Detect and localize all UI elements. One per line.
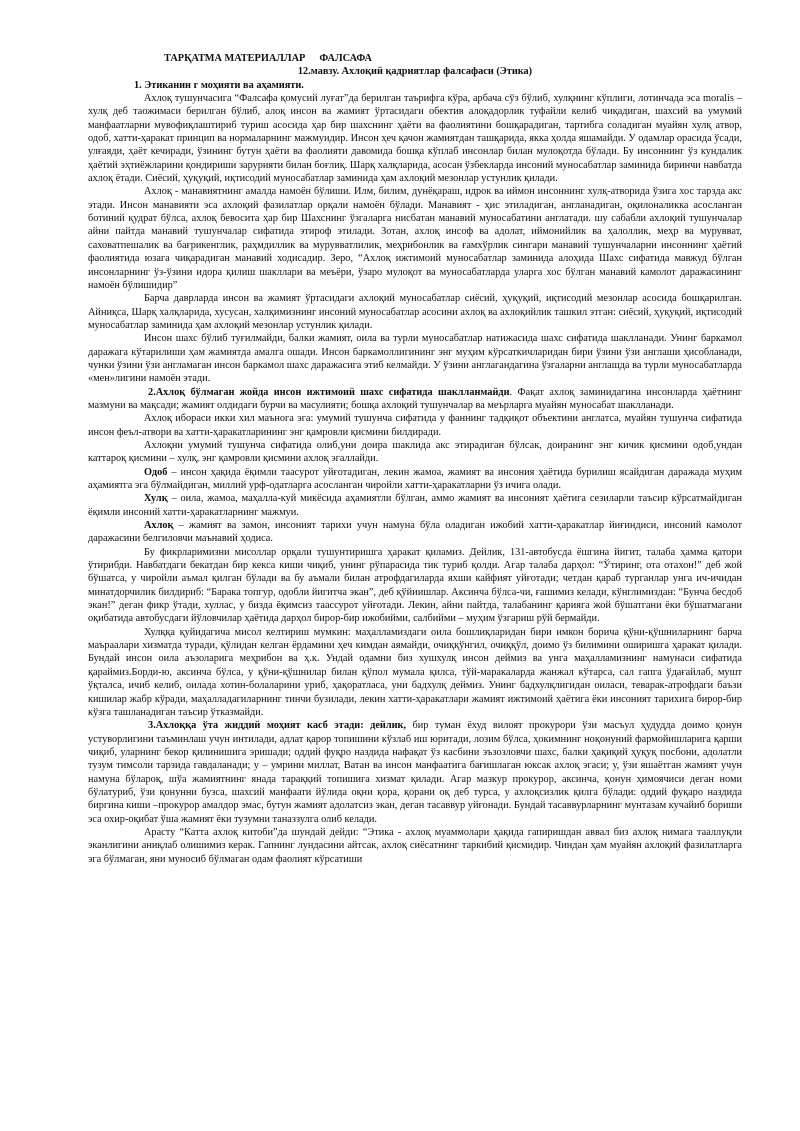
- section-1-title: 1. Этиканин г моҳияти ва аҳамияти.: [134, 79, 304, 91]
- paragraph: Барча даврларда инсон ва жамият ўртасидаги ахлоқий муносабатлар сиёсий, ҳуқуқий, иқтисодий мезонлар асосида бошқарилган. Айниқса, Шарқ халқларида, хусусан, халқимизнинг инсоний муносабатлар асосини ахлоқ ва ахлоқийлик ташкил этган: сиёсий, ҳуқуқий, иқтисодий муносабатлар заминида ҳам ахлоқий мезонлар устунлик қилади.: [88, 293, 742, 331]
- term-odob: Одоб: [144, 466, 168, 478]
- definition-odob: [88, 466, 742, 493]
- definition-text: – жамият ва замон, инсоният тарихи учун намуна бўла оладиган ижобий хатти-ҳаракатлар йиғиндиси, инсоний камолот даражасини белгиловчи маънавий ҳодиса.: [88, 520, 742, 545]
- topic-title: 12.мавзу. Ахлоқий қадриятлар фалсафаси (Этика): [297, 66, 533, 78]
- paragraph: Ахлоқ тушунчасига “Фалсафа қомусий луғат”да берилган таърифга кўра, арбача сўз бўлиб, хулқнинг кўплиги, лотинчада эса moralis –хулқ деб таожимаси берилган бўлиб, алоқ инсон ва жамият ўртасидаги обектив алоқадорлик туфайли келиб чиқадиган, шахсий ва умумий манфаатларни мувофиқлаштириб туриш асосида ҳар бир шахснинг ҳаёти ва фаолиятини бошқарадиган, тартибга соладиган муайян хулқ атвор, одоб, хатти-ҳаракат принцип ва нормаларнинг мажмуидир. Инсон ҳеч қачон жамиятдан ташқарида, якка ҳолда яшамайди. У одамлар орасида ўсади, улғаяди, ҳаёт кечиради, ўзининг бутун ҳаёти ва фаолияти давомида бошқа кўплаб инсонлар билан мулоқотда бўлади. Бу инсоннинг ўз кундалик ҳаётий эҳтиёжларини қондириши зарурияти билан боғлиқ. Шарқ халқларида, асосан ўзбекларда инсоний муносабатлар заминида биринчи навбатда ахлоқ ётади. Сиёсий, ҳуқуқий, иқтисодий муносабатлар заминида ҳам ахлоқий мезонлар устунлик қилади.: [88, 93, 742, 185]
- paragraph-text: . Фақат ахлоқ заминидагина инсонларда ҳаётнинг мазмуни ва мақсади; жамият олдидаги бурчи ва масулияти; бошқа ахлоқий тушунчалар ва меърларга муайян муносабат шаклланади.: [88, 386, 742, 411]
- section-2-lead: 2.Ахлоқ бўлмаган жойда инсон ижтимоий шахс сифатида шаклланмайди: [148, 386, 510, 398]
- definition-text: – оила, жамоа, маҳалла-куй микёсида аҳамиятли бўлган, аммо жамият ва инсоният ҳаётига сезиларли таъсир кўрсатмайдиган ёқимли инсоний хатти-ҳаракатларнинг мажмуи.: [88, 493, 742, 518]
- paragraph: Бу фикрларимизни мисоллар орқали тушунтиришга ҳаракат қиламиз. Дейлик, 131-автобусда ёшгина йигит, талаба ҳамма қатори ўтирибди. Навбатдаги бекатдан бир кекса киши чиқиб, унинг рўпарасида тик туриб қолди. Агар талаба дарҳол: “Ўтиринг, ота отахон!” деб жой бўшатса, у чиройли аъмал қилган бўлади ва бу аъмали билан атрофдагиларда яхши кайфият уйғотади; четдан қараб турганлар унга ич-ичидан минатдорчилик билдириб: “Барака топгур, одобли йигитча экан”, деб қўйиишлар. Аксинча бўлса-чи, ғашимиз келади, кўнглимиздан: “Бунча бесдоб экан!” деган фикр ўтади, хуллас, у бизда ёқимсиз таассурот уйғотади. Лекин, айни пайтда, талабанинг қарияга жой бўшатгани ёки бўшатмагани оқибатида автобусдаги йўловчилар ҳаётида дарҳол бирор-бир ижобийми, салбийми – муҳим ўзгариш рўй бермайди.: [88, 546, 742, 625]
- definition-xulq: [88, 492, 742, 519]
- handout-label: ТАРҚАТМА МАТЕРИАЛЛАР: [164, 53, 306, 64]
- paragraph: Ахлоқ - манавиятнинг амалда намоён бўлиши. Илм, билим, дунёқараш, идрок ва иймон инсоннинг хулқ-атворида ўзига хос тарзда акс этади. Инсон манавияти эса ахлоқий фазилатлар орқали намоён бўлади. Манавият - ҳис этиладиган, англанадиган, оқилоналикка асосланган ботиний қудрат бўлса, ахлоқ бевосита ҳар бир Шахснинг ўзгаларга нисбатан манавий муносабатини англатади. шу сабабли ахлоқий тушунчалар айни пайтда манавий тушунчалар сифатида этироф этилади. Зотан, ахлоқ инсоф ва адолат, иймонийлик ва ҳалоллик, меҳр ва мурувват, саховатпешалик ва бағрикенглик, раҳмдиллик ва мурувватлилик, меҳрибонлик ва ғамхўрлик сингари манавий тушунчаларни инсоннинг ҳаётий фаолиятида юзага чиқарадиган манавий ходисадир. Зеро, “Ахлоқ ижтимоий муносабатлар заминида алоҳида Шахс сифатида мавжуд бўлган инсонларнинг ўз-ўзини идора қилиш шакллари ва меъёри, ўзаро мулоқот ва муносабатларда уларга хос бўлган манавий камолот даражасининг намоён бўлишидир”: [88, 186, 742, 291]
- paragraph-text: бир туман ёхуд вилоят прокурори ўзи масъул ҳудудда доимо қонун устуворлигини таъминлаш учун интилади, адлат қарор топишини кўзлаб иш юритади, лозим бўлса, ҳокимнинг ноқонуний фармойишларига қарши чиқиб, уларнинг бекор қилинишига эришади; оддий фуқро наздида нафақат ўз касбини эъзозловчи шахс, балки ҳақиқий ҳуқуқ посбони, адолатли тузум тимсоли тарзида гавдаланади; у – умрини миллат, Ватан ва инсон манфаатига бағишлаган юксак ахлоқ эгаси; у, ўзи яшаётган жамият учун намуна бўлароқ, шўа жамиятнинг янада тараққий топишига хизмат қилади. Агар мазкур прокурор, аксинча, қонун ҳимоячиси деган номи бўлатуриб, ўзи қонунни бузса, шахсий манфаати йўлида оқни қора, қорани оқ деб турса, у ахлоқсизлик қилга бўлади: оддий фуқаро наздида биргина киши –прокурор амалдор эмас, бутун жамият адолатсиз экан, деган тасаввур уйғонади. Бундай тасаввурларнинг мунтазам кучайиб бориши эса охир-оқибат ўша жамият ёки тузумни таназзулга олиб келади.: [88, 720, 742, 825]
- section-2-paragraph: [88, 386, 742, 413]
- term-xulq: Хулқ: [144, 493, 168, 505]
- paragraph: Хулққа қуйидагича мисол келтириш мумкин: маҳалламиздаги оила бошлиқларидан бири имкон борича қўни-қўшниларнинг барча маъраалари хизматда туради, қўлидан келган ёрдамини ҳеч кимдан аямайди, очиққўнгил, очиққўл, доимо ўз билимини оширишга ҳаракат қилади. Бундай инсон оила аъзоларига меҳрибон ва ҳ.к. Ундай одамни биз хушхулқ инсон деймиз ва унга маҳалламизнинг намунаси сифатида қараймиз.Борди-ю, аксинча бўлса, у қўни-қўшнилар билан қўпол мумала қилса, тўй-маракаларда жанжал кўтарса, сал гапга ўдағайлаб, мушт ўқталса, ичиб келиб, оилада хотин-болаларини уриб, ҳақоратласа, уни бадхулқ деймиз. Унинг бадхулқлигидан оиласи, теварак-атрофдаги баъзи кишилар жабр кўради, маҳалладагиларнинг тинчи бузилади, лекин хатти-ҳаракатлари жамият ижтимоий ҳаётига ёки инсоният тарихига бирор-бир кўзга ташланадиган таъсир ўтказмайди.: [88, 626, 742, 718]
- subject-label: ФАЛСАФА: [319, 53, 372, 64]
- definition-text: – инсон ҳақида ёқимли таасурот уйғотадиган, лекин жамоа, жамият ва инсония ҳаётида бурилиш ясайдиган даражада муҳим аҳамиятга эга бўлмайдиган, миллий урф-одатларга асосланган чиройли хатти-ҳаракатларни ўз ичига олади.: [88, 466, 742, 491]
- section-3-paragraph: [88, 719, 742, 826]
- section-3-lead: 3.Ахлоққа ўта жиддий моҳият касб этади: дейлик,: [148, 720, 407, 732]
- term-axloq: Ахлоқ: [144, 520, 174, 532]
- paragraph: Инсон шахс бўлиб туғилмайди, балки жамият, оила ва турли муносабатлар натижасида шахс сифатида шаклланади. Унинг баркамол даражага кўтарилиши ҳам жамиятда амалга ошади. Инсон баркамоллигининг энг муҳим кўрсаткичларидан бири ўзини ўзи англаши ҳисобланади, чунки ўзини ўзи англамаган инсон баркамол шахс даражасига этиб келмайди. У ўзини англагандагина ўзгаларни англашда ва турли муносабатларда «мен»лигини намоён этади.: [88, 333, 742, 385]
- handout-header: [88, 52, 742, 65]
- definition-axloq: [88, 519, 742, 546]
- paragraph: Ахлоқни умумий тушунча сифатида олиб,уни доира шаклида акс этирадиган бўлсак, доиранинг энг кичик қисмини одоб,ундан каттароқ қисмини – хулқ, энг қамровли қисмини ахлоқ эгаллайди.: [88, 439, 742, 465]
- paragraph: Ахлоқ ибораси икки хил маънога эга: умумий тушунча сифатида у фаннинг тадқиқот объектини англатса, муайян тушунча сифатида инсон феъл-атвори ва хатти-ҳаракатларининг энг қамровли қисмини билдиради.: [88, 413, 742, 438]
- paragraph: Арасту “Катта ахлоқ китоби”да шундай дейди: “Этика - ахлоқ муаммолари ҳақида гапиришдан аввал биз ахлоқ нимага тааллуқли эканлигини аниқлаб олишимиз керак. Гапнинг лундасини айтсак, ахлоқ сиёсатнинг таркибий қисмидир. Чиндан ҳам муайян ахлоқий фазилатларга эга бўлмаган, яни муносиб бўлмаган одам фаолият кўрсатиши: [88, 826, 742, 865]
